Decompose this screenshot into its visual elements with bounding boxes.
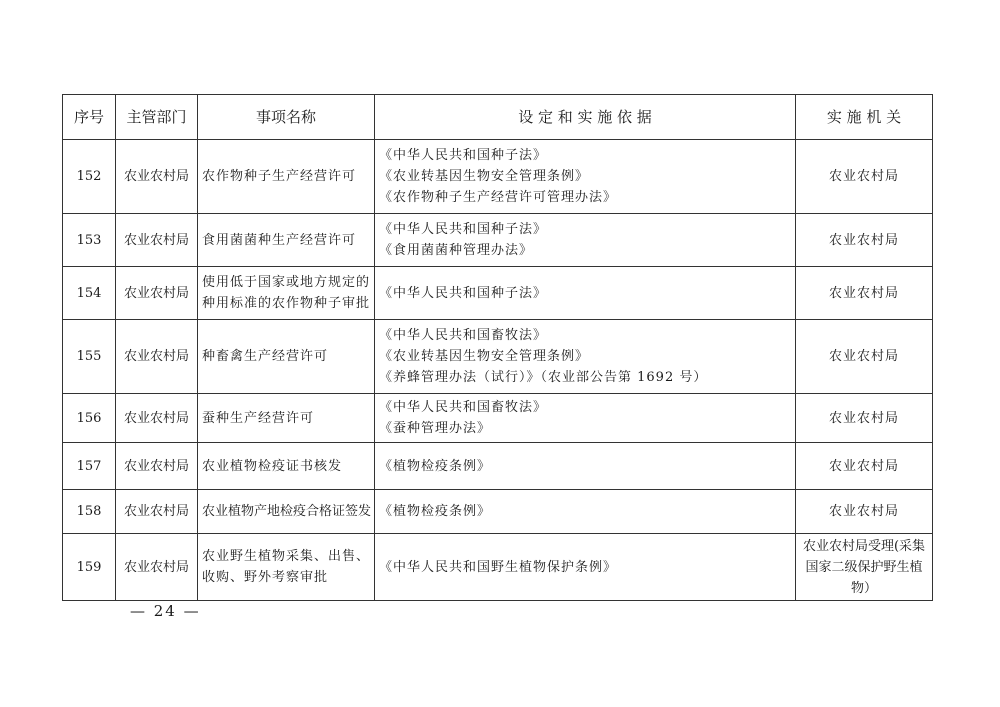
item-line: 农业植物检疫证书核发 bbox=[202, 458, 343, 474]
row-seq: 157 bbox=[63, 443, 116, 490]
row-seq: 159 bbox=[63, 534, 116, 601]
table-row bbox=[63, 394, 933, 443]
item-line: 食用菌菌种生产经营许可 bbox=[202, 232, 357, 248]
item-line: 使用低于国家或地方规定的 bbox=[202, 275, 371, 290]
row-org bbox=[796, 534, 933, 601]
item-line: 蚕种生产经营许可 bbox=[202, 410, 315, 426]
basis-line: 《养蜂管理办法（试行）》（农业部公告第 1692 号） bbox=[379, 370, 708, 385]
row-org bbox=[796, 140, 933, 214]
basis-line: 《中华人民共和国野生植物保护条例》 bbox=[379, 559, 618, 575]
table-row bbox=[63, 443, 933, 490]
item-line: 农作物种子生产经营许可 bbox=[202, 169, 357, 184]
row-dept: 农业农村局 bbox=[116, 267, 198, 320]
basis-line: 《植物检疫条例》 bbox=[379, 504, 492, 519]
row-basis bbox=[375, 267, 796, 320]
row-seq: 154 bbox=[63, 267, 116, 320]
row-dept: 农业农村局 bbox=[116, 394, 198, 443]
row-dept: 农业农村局 bbox=[116, 534, 198, 601]
table-row bbox=[63, 214, 933, 267]
org-line: 农业农村局 bbox=[828, 232, 899, 248]
basis-line: 《农作物种子生产经营许可管理办法》 bbox=[379, 190, 618, 205]
row-seq: 156 bbox=[63, 394, 116, 443]
row-basis bbox=[375, 394, 796, 443]
basis-line: 《食用菌菌种管理办法》 bbox=[379, 243, 534, 258]
org-line: 国家二级保护野生植 bbox=[805, 559, 923, 575]
row-basis bbox=[375, 490, 796, 534]
row-item bbox=[198, 490, 375, 534]
basis-line: 《中华人民共和国种子法》 bbox=[379, 222, 548, 237]
row-item bbox=[198, 140, 375, 214]
row-org bbox=[796, 443, 933, 490]
row-dept: 农业农村局 bbox=[116, 443, 198, 490]
item-line: 农业植物产地检疫合格证签发 bbox=[202, 504, 372, 519]
row-item bbox=[198, 320, 375, 394]
row-item bbox=[198, 267, 375, 320]
table-row bbox=[63, 490, 933, 534]
table-row bbox=[63, 140, 933, 214]
header-basis: 设 定 和 实 施 依 据 bbox=[375, 95, 796, 140]
table-row bbox=[63, 267, 933, 320]
item-line: 农业野生植物采集、出售、 bbox=[202, 549, 371, 564]
org-line: 农业农村局 bbox=[828, 504, 899, 519]
page-number: — 24 — bbox=[130, 602, 201, 620]
header-org: 实 施 机 关 bbox=[796, 95, 933, 140]
row-org bbox=[796, 267, 933, 320]
basis-line: 《中华人民共和国种子法》 bbox=[379, 285, 548, 301]
org-line: 农业农村局 bbox=[828, 169, 899, 184]
basis-line: 《中华人民共和国种子法》 bbox=[379, 148, 548, 163]
item-line: 种用标准的农作物种子审批 bbox=[202, 296, 371, 311]
row-dept: 农业农村局 bbox=[116, 140, 198, 214]
row-basis bbox=[375, 534, 796, 601]
row-item bbox=[198, 394, 375, 443]
basis-line: 《植物检疫条例》 bbox=[379, 458, 492, 474]
basis-line: 《中华人民共和国畜牧法》 bbox=[379, 328, 548, 343]
item-line: 收购、野外考察审批 bbox=[202, 570, 329, 585]
row-org bbox=[796, 490, 933, 534]
row-dept: 农业农村局 bbox=[116, 214, 198, 267]
row-basis bbox=[375, 140, 796, 214]
row-item bbox=[198, 443, 375, 490]
row-basis bbox=[375, 214, 796, 267]
row-dept: 农业农村局 bbox=[116, 320, 198, 394]
basis-line: 《农业转基因生物安全管理条例》 bbox=[379, 349, 590, 364]
header-dept: 主管部门 bbox=[116, 95, 198, 140]
row-basis bbox=[375, 443, 796, 490]
row-org bbox=[796, 320, 933, 394]
row-seq: 152 bbox=[63, 140, 116, 214]
org-line: 农业农村局 bbox=[828, 410, 899, 426]
table-header-row bbox=[63, 95, 933, 140]
org-line: 农业农村局 bbox=[828, 458, 899, 474]
basis-line: 《蚕种管理办法》 bbox=[379, 421, 492, 436]
item-line: 种畜禽生产经营许可 bbox=[202, 349, 329, 364]
basis-line: 《中华人民共和国畜牧法》 bbox=[379, 400, 548, 415]
row-seq: 153 bbox=[63, 214, 116, 267]
row-org bbox=[796, 394, 933, 443]
org-line: 农业农村局受理(采集 bbox=[802, 538, 926, 554]
approval-items-table bbox=[62, 94, 933, 601]
row-item bbox=[198, 534, 375, 601]
row-dept: 农业农村局 bbox=[116, 490, 198, 534]
org-line: 农业农村局 bbox=[828, 285, 899, 301]
header-item: 事项名称 bbox=[198, 95, 375, 140]
basis-line: 《农业转基因生物安全管理条例》 bbox=[379, 169, 590, 184]
org-line: 农业农村局 bbox=[828, 349, 899, 364]
row-org bbox=[796, 214, 933, 267]
table-row bbox=[63, 534, 933, 601]
header-seq: 序号 bbox=[63, 95, 116, 140]
org-line: 物） bbox=[850, 580, 877, 596]
row-seq: 155 bbox=[63, 320, 116, 394]
row-item bbox=[198, 214, 375, 267]
row-seq: 158 bbox=[63, 490, 116, 534]
table-row bbox=[63, 320, 933, 394]
row-basis bbox=[375, 320, 796, 394]
